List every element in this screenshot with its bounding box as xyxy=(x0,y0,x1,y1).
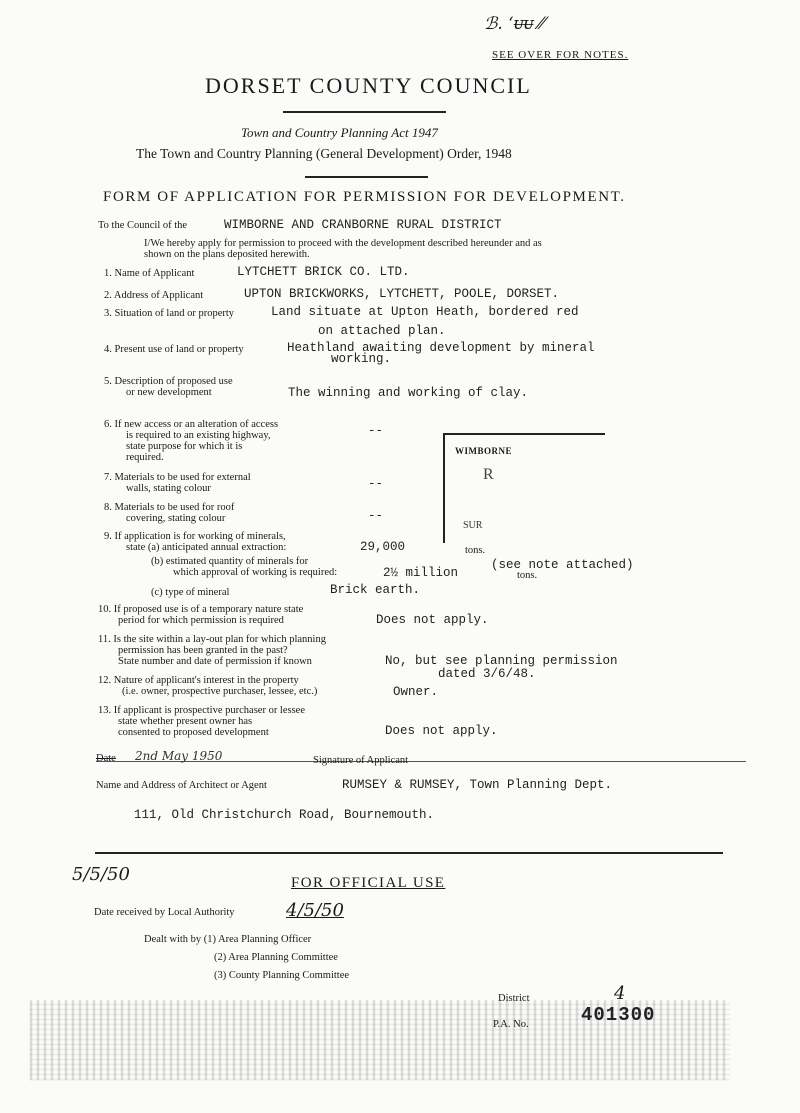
q5-label-2: or new development xyxy=(126,387,212,398)
q10-label-2: period for which permission is required xyxy=(118,615,284,626)
margin-date: 5/5/50 xyxy=(72,864,130,885)
q3-value-2: on attached plan. xyxy=(318,324,446,338)
q12-label-1: 12. Nature of applicant's interest in the property xyxy=(98,675,299,686)
q9a-unit: tons. xyxy=(465,545,486,556)
application-statement-2: shown on the plans deposited herewith. xyxy=(144,249,310,260)
district-label: District xyxy=(498,993,530,1004)
district-name: WIMBORNE AND CRANBORNE RURAL DISTRICT xyxy=(224,218,502,232)
q2-label: 2. Address of Applicant xyxy=(104,290,204,301)
official-use-heading: FOR OFFICIAL USE xyxy=(291,875,446,891)
q7-label-2: walls, stating colour xyxy=(126,483,211,494)
application-statement-1: I/We hereby apply for permission to proceed with the development described hereunder and as xyxy=(144,238,542,249)
q4-value-2: working. xyxy=(331,352,392,366)
q6-label-3: state purpose for which it is xyxy=(126,441,243,452)
q9b-label-2: which approval of working is required: xyxy=(173,567,338,578)
q12-value: Owner. xyxy=(393,685,439,699)
q6-label-1: 6. If new access or an alteration of access xyxy=(104,419,279,430)
q9b-value: 2½ million xyxy=(383,566,459,580)
q1-value: LYTCHETT BRICK CO. LTD. xyxy=(237,265,410,279)
date-value: 2nd May 1950 xyxy=(135,749,223,763)
pa-number-value: 401300 xyxy=(581,1004,656,1026)
agent-label: Name and Address of Architect or Agent xyxy=(96,780,267,791)
q9-label-1: 9. If application is for working of minerals, xyxy=(104,531,286,542)
pa-number-label: P.A. No. xyxy=(493,1019,529,1030)
date-label: Date xyxy=(96,753,116,764)
received-label: Date received by Local Authority xyxy=(94,907,235,918)
q9c-label: (c) type of mineral xyxy=(151,587,230,598)
q3-label: 3. Situation of land or property xyxy=(104,308,235,319)
q9-label-2: state (a) anticipated annual extraction: xyxy=(126,542,287,553)
q10-label-1: 10. If proposed use is of a temporary nature state xyxy=(98,604,304,615)
q6-value: -- xyxy=(368,424,384,438)
reference-number: ℬ. ‘ᵾᵾ ⁄⁄ xyxy=(484,14,545,34)
q6-label-2: is required to an existing highway, xyxy=(126,430,271,441)
stamp-line-2: R xyxy=(483,466,494,483)
agent-address: 111, Old Christchurch Road, Bournemouth. xyxy=(134,808,435,822)
q4-label: 4. Present use of land or property xyxy=(104,344,244,355)
council-title: DORSET COUNTY COUNCIL xyxy=(205,73,532,98)
q5-value: The winning and working of clay. xyxy=(288,386,529,400)
q8-label-1: 8. Materials to be used for roof xyxy=(104,502,235,513)
act-divider xyxy=(305,176,428,178)
q6-label-4: required. xyxy=(126,452,164,463)
q4-value-1: Heathland awaiting development by mineral xyxy=(287,341,595,355)
q13-label-3: consented to proposed development xyxy=(118,727,269,738)
agent-value: RUMSEY & RUMSEY, Town Planning Dept. xyxy=(342,778,613,792)
see-over-note: SEE OVER FOR NOTES. xyxy=(492,49,629,61)
q11-value-1: No, but see planning permission xyxy=(385,654,618,668)
stamp-line-1: WIMBORNE xyxy=(455,446,513,456)
q1-label: 1. Name of Applicant xyxy=(104,268,195,279)
title-divider xyxy=(283,111,446,113)
signature-label: Signature of Applicant xyxy=(313,755,409,766)
q9b-unit: tons. xyxy=(517,570,538,581)
q11-value-2: dated 3/6/48. xyxy=(438,667,536,681)
act-line-1: Town and Country Planning Act 1947 xyxy=(241,125,438,140)
q7-label-1: 7. Materials to be used for external xyxy=(104,472,251,483)
q13-value: Does not apply. xyxy=(385,724,498,738)
q8-value: -- xyxy=(368,509,384,523)
act-line-2: The Town and Country Planning (General Development) Order, 1948 xyxy=(136,146,512,161)
q10-value: Does not apply. xyxy=(376,613,489,627)
q5-label-1: 5. Description of proposed use xyxy=(104,376,233,387)
q9a-value: 29,000 xyxy=(360,540,406,554)
q8-label-2: covering, stating colour xyxy=(126,513,226,524)
received-value: 4/5/50 xyxy=(286,900,344,921)
q11-label-2: permission has been granted in the past? xyxy=(118,645,288,656)
q12-label-2: (i.e. owner, prospective purchaser, lessee, etc.) xyxy=(122,686,318,697)
q11-label-1: 11. Is the site within a lay-out plan for which planning xyxy=(98,634,326,645)
q11-label-3: State number and date of permission if known xyxy=(118,656,312,667)
form-title: FORM OF APPLICATION FOR PERMISSION FOR DEVELOPMENT. xyxy=(103,189,626,205)
dealt-with-3: (3) County Planning Committee xyxy=(214,970,350,981)
q13-label-2: state whether present owner has xyxy=(118,716,253,727)
dealt-with-label: Dealt with by (1) Area Planning Officer xyxy=(144,934,312,945)
q2-value: UPTON BRICKWORKS, LYTCHETT, POOLE, DORSET. xyxy=(244,287,560,301)
official-section-divider xyxy=(95,852,723,854)
q9b-label-1: (b) estimated quantity of minerals for xyxy=(151,556,309,567)
to-council-label: To the Council of the xyxy=(98,220,188,231)
q9b-note: (see note attached) xyxy=(491,558,634,572)
q13-label-1: 13. If applicant is prospective purchaser or lessee xyxy=(98,705,306,716)
stamp-line-3: SUR xyxy=(463,520,483,531)
district-value: 4 xyxy=(614,983,626,1004)
q3-value-1: Land situate at Upton Heath, bordered red xyxy=(271,305,579,319)
q7-value: -- xyxy=(368,477,384,491)
q9c-value: Brick earth. xyxy=(330,583,421,597)
dealt-with-2: (2) Area Planning Committee xyxy=(214,952,338,963)
